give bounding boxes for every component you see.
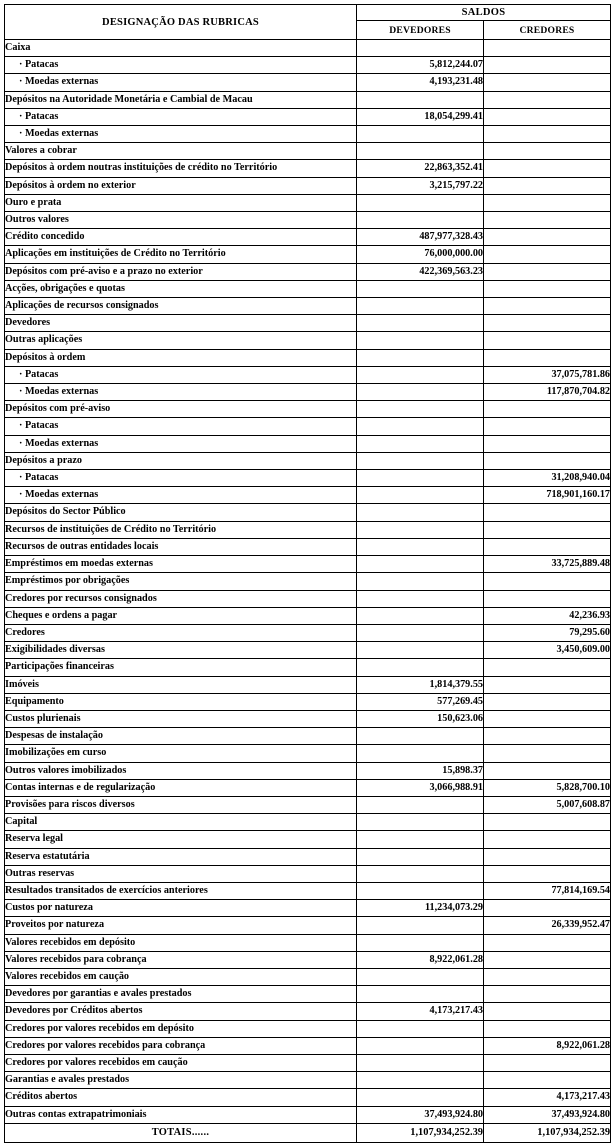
- row-label: Credores por valores recebidos para cobrança: [5, 1037, 357, 1054]
- row-credores: 77,814,169.54: [484, 882, 611, 899]
- table-body: [5, 40, 611, 1124]
- row-credores: [484, 745, 611, 762]
- row-credores: [484, 332, 611, 349]
- row-label: Ouro e prata: [5, 194, 357, 211]
- row-label: Cheques e ordens a pagar: [5, 607, 357, 624]
- row-label: Depósitos com pré-aviso: [5, 401, 357, 418]
- table-row: [5, 40, 611, 57]
- row-label: Capital: [5, 814, 357, 831]
- table-row: [5, 315, 611, 332]
- row-credores: 37,493,924.80: [484, 1106, 611, 1123]
- table-row: [5, 1003, 611, 1020]
- row-label: Proveitos por natureza: [5, 917, 357, 934]
- row-devedores: [357, 366, 484, 383]
- row-label: · Moedas externas: [5, 435, 357, 452]
- table-row: [5, 900, 611, 917]
- table-row: [5, 212, 611, 229]
- row-devedores: 4,193,231.48: [357, 74, 484, 91]
- table-row: [5, 556, 611, 573]
- row-credores: 4,173,217.43: [484, 1089, 611, 1106]
- row-devedores: [357, 452, 484, 469]
- row-devedores: [357, 728, 484, 745]
- row-devedores: [357, 573, 484, 590]
- row-devedores: 15,898.37: [357, 762, 484, 779]
- row-devedores: [357, 659, 484, 676]
- row-credores: [484, 57, 611, 74]
- table-row: [5, 194, 611, 211]
- row-devedores: 150,623.06: [357, 710, 484, 727]
- table-row: [5, 366, 611, 383]
- row-credores: [484, 160, 611, 177]
- row-label: · Moedas externas: [5, 487, 357, 504]
- table-row: [5, 590, 611, 607]
- row-devedores: 577,269.45: [357, 693, 484, 710]
- row-devedores: [357, 298, 484, 315]
- totals-row: [5, 1123, 611, 1142]
- row-credores: [484, 659, 611, 676]
- row-credores: [484, 177, 611, 194]
- row-credores: [484, 91, 611, 108]
- row-label: Outras aplicações: [5, 332, 357, 349]
- table-row: [5, 831, 611, 848]
- row-devedores: [357, 848, 484, 865]
- row-credores: [484, 900, 611, 917]
- table-row: [5, 108, 611, 125]
- row-devedores: [357, 538, 484, 555]
- row-devedores: [357, 384, 484, 401]
- row-devedores: 3,215,797.22: [357, 177, 484, 194]
- row-credores: [484, 246, 611, 263]
- row-devedores: 487,977,328.43: [357, 229, 484, 246]
- row-credores: [484, 315, 611, 332]
- row-label: · Patacas: [5, 108, 357, 125]
- row-label: Reserva legal: [5, 831, 357, 848]
- table-row: [5, 229, 611, 246]
- row-credores: 33,725,889.48: [484, 556, 611, 573]
- row-label: Depósitos na Autoridade Monetária e Cambial de Macau: [5, 91, 357, 108]
- row-credores: [484, 573, 611, 590]
- table-row: [5, 882, 611, 899]
- table-row: [5, 573, 611, 590]
- table-row: [5, 349, 611, 366]
- table-row: [5, 814, 611, 831]
- row-credores: [484, 194, 611, 211]
- row-devedores: [357, 882, 484, 899]
- row-devedores: [357, 831, 484, 848]
- row-credores: [484, 108, 611, 125]
- table-row: [5, 160, 611, 177]
- row-credores: [484, 521, 611, 538]
- row-devedores: [357, 504, 484, 521]
- table-row: [5, 280, 611, 297]
- row-label: Credores por valores recebidos em caução: [5, 1054, 357, 1071]
- balance-sheet-table: [4, 4, 611, 1143]
- row-devedores: [357, 917, 484, 934]
- row-label: Reserva estatutária: [5, 848, 357, 865]
- row-devedores: 11,234,073.29: [357, 900, 484, 917]
- row-label: Garantias e avales prestados: [5, 1072, 357, 1089]
- row-credores: [484, 452, 611, 469]
- row-label: Contas internas e de regularização: [5, 779, 357, 796]
- row-credores: [484, 1003, 611, 1020]
- row-devedores: [357, 212, 484, 229]
- table-row: [5, 1020, 611, 1037]
- row-label: Empréstimos por obrigações: [5, 573, 357, 590]
- table-row: [5, 676, 611, 693]
- row-devedores: [357, 745, 484, 762]
- row-label: Depósitos à ordem: [5, 349, 357, 366]
- row-devedores: [357, 126, 484, 143]
- row-credores: [484, 143, 611, 160]
- table-row: [5, 848, 611, 865]
- row-devedores: [357, 590, 484, 607]
- row-label: Acções, obrigações e quotas: [5, 280, 357, 297]
- row-label: · Moedas externas: [5, 126, 357, 143]
- row-credores: 42,236.93: [484, 607, 611, 624]
- row-label: Outras contas extrapatrimoniais: [5, 1106, 357, 1123]
- row-label: Depósitos com pré-aviso e a prazo no exterior: [5, 263, 357, 280]
- header-devedores: DEVEDORES: [357, 21, 484, 40]
- row-devedores: 4,173,217.43: [357, 1003, 484, 1020]
- row-label: Outros valores: [5, 212, 357, 229]
- row-label: Devedores por garantias e avales prestados: [5, 986, 357, 1003]
- header-row-top: [5, 5, 611, 21]
- table-row: [5, 126, 611, 143]
- row-devedores: [357, 91, 484, 108]
- row-credores: [484, 418, 611, 435]
- row-devedores: [357, 1072, 484, 1089]
- row-label: Depósitos a prazo: [5, 452, 357, 469]
- row-credores: [484, 126, 611, 143]
- row-devedores: [357, 418, 484, 435]
- row-credores: [484, 401, 611, 418]
- table-row: [5, 298, 611, 315]
- row-credores: [484, 504, 611, 521]
- row-credores: [484, 814, 611, 831]
- row-credores: [484, 349, 611, 366]
- table-row: [5, 968, 611, 985]
- row-label: Valores recebidos para cobrança: [5, 951, 357, 968]
- row-credores: [484, 728, 611, 745]
- row-label: Devedores por Créditos abertos: [5, 1003, 357, 1020]
- row-label: Recursos de outras entidades locais: [5, 538, 357, 555]
- table-row: [5, 143, 611, 160]
- table-row: [5, 779, 611, 796]
- row-credores: [484, 538, 611, 555]
- totals-label: TOTAIS......: [5, 1123, 357, 1142]
- row-credores: 8,922,061.28: [484, 1037, 611, 1054]
- row-credores: [484, 590, 611, 607]
- totals-credores: 1,107,934,252.39: [484, 1123, 611, 1142]
- table-row: [5, 1072, 611, 1089]
- row-label: Imobilizações em curso: [5, 745, 357, 762]
- table-row: [5, 693, 611, 710]
- row-label: Depósitos à ordem noutras instituições de crédito no Território: [5, 160, 357, 177]
- row-label: Crédito concedido: [5, 229, 357, 246]
- row-devedores: [357, 470, 484, 487]
- row-devedores: 37,493,924.80: [357, 1106, 484, 1123]
- row-label: · Patacas: [5, 366, 357, 383]
- table-row: [5, 487, 611, 504]
- row-label: Imóveis: [5, 676, 357, 693]
- row-devedores: [357, 607, 484, 624]
- table-row: [5, 624, 611, 641]
- row-credores: 26,339,952.47: [484, 917, 611, 934]
- row-devedores: [357, 986, 484, 1003]
- table-row: [5, 401, 611, 418]
- row-label: · Patacas: [5, 57, 357, 74]
- row-devedores: [357, 143, 484, 160]
- row-credores: [484, 1072, 611, 1089]
- table-row: [5, 538, 611, 555]
- row-label: · Moedas externas: [5, 74, 357, 91]
- row-label: Equipamento: [5, 693, 357, 710]
- table-footer: [5, 1123, 611, 1142]
- totals-devedores: 1,107,934,252.39: [357, 1123, 484, 1142]
- table-row: [5, 504, 611, 521]
- table-row: [5, 332, 611, 349]
- table-row: [5, 57, 611, 74]
- row-devedores: [357, 624, 484, 641]
- row-credores: [484, 693, 611, 710]
- row-devedores: 18,054,299.41: [357, 108, 484, 125]
- table-row: [5, 452, 611, 469]
- row-credores: 5,007,608.87: [484, 796, 611, 813]
- row-credores: [484, 710, 611, 727]
- row-devedores: [357, 40, 484, 57]
- table-row: [5, 796, 611, 813]
- row-label: Despesas de instalação: [5, 728, 357, 745]
- row-label: Depósitos à ordem no exterior: [5, 177, 357, 194]
- table-row: [5, 384, 611, 401]
- header-saldos: SALDOS: [357, 5, 611, 21]
- table-row: [5, 762, 611, 779]
- row-credores: [484, 1020, 611, 1037]
- table-row: [5, 865, 611, 882]
- row-credores: [484, 762, 611, 779]
- row-label: Outros valores imobilizados: [5, 762, 357, 779]
- row-label: Créditos abertos: [5, 1089, 357, 1106]
- row-devedores: [357, 487, 484, 504]
- table-row: [5, 470, 611, 487]
- table-row: [5, 177, 611, 194]
- row-label: Custos por natureza: [5, 900, 357, 917]
- row-label: Outras reservas: [5, 865, 357, 882]
- row-label: Recursos de instituições de Crédito no Território: [5, 521, 357, 538]
- row-label: Resultados transitados de exercícios anteriores: [5, 882, 357, 899]
- table-row: [5, 607, 611, 624]
- row-label: Caixa: [5, 40, 357, 57]
- row-credores: [484, 298, 611, 315]
- table-row: [5, 1106, 611, 1123]
- row-credores: [484, 263, 611, 280]
- row-devedores: [357, 349, 484, 366]
- table-row: [5, 91, 611, 108]
- table-row: [5, 1037, 611, 1054]
- row-label: Aplicações em instituições de Crédito no Território: [5, 246, 357, 263]
- row-credores: [484, 831, 611, 848]
- row-devedores: [357, 814, 484, 831]
- row-label: Provisões para riscos diversos: [5, 796, 357, 813]
- row-devedores: [357, 280, 484, 297]
- table-row: [5, 435, 611, 452]
- row-credores: [484, 212, 611, 229]
- table-row: [5, 1089, 611, 1106]
- row-devedores: [357, 1089, 484, 1106]
- row-label: · Patacas: [5, 470, 357, 487]
- row-credores: 117,870,704.82: [484, 384, 611, 401]
- table-row: [5, 521, 611, 538]
- row-devedores: [357, 934, 484, 951]
- row-label: · Moedas externas: [5, 384, 357, 401]
- row-credores: [484, 934, 611, 951]
- row-label: Participações financeiras: [5, 659, 357, 676]
- row-devedores: [357, 521, 484, 538]
- row-credores: [484, 951, 611, 968]
- row-credores: 3,450,609.00: [484, 642, 611, 659]
- row-devedores: 5,812,244.07: [357, 57, 484, 74]
- table-row: [5, 1054, 611, 1071]
- table-row: [5, 728, 611, 745]
- table-row: [5, 710, 611, 727]
- row-label: Credores por valores recebidos em depósito: [5, 1020, 357, 1037]
- row-credores: 37,075,781.86: [484, 366, 611, 383]
- table-row: [5, 934, 611, 951]
- row-credores: [484, 865, 611, 882]
- row-credores: [484, 986, 611, 1003]
- row-devedores: 22,863,352.41: [357, 160, 484, 177]
- row-devedores: [357, 968, 484, 985]
- row-credores: 31,208,940.04: [484, 470, 611, 487]
- row-credores: 79,295.60: [484, 624, 611, 641]
- table-row: [5, 745, 611, 762]
- row-devedores: 3,066,988.91: [357, 779, 484, 796]
- row-label: · Patacas: [5, 418, 357, 435]
- row-label: Depósitos do Sector Público: [5, 504, 357, 521]
- table-row: [5, 951, 611, 968]
- row-credores: [484, 968, 611, 985]
- header-credores: CREDORES: [484, 21, 611, 40]
- table-row: [5, 246, 611, 263]
- row-credores: [484, 40, 611, 57]
- row-devedores: [357, 332, 484, 349]
- row-credores: [484, 435, 611, 452]
- header-rubricas: DESIGNAÇÃO DAS RUBRICAS: [5, 5, 357, 40]
- row-label: Devedores: [5, 315, 357, 332]
- row-credores: [484, 74, 611, 91]
- table-row: [5, 74, 611, 91]
- row-label: Empréstimos em moedas externas: [5, 556, 357, 573]
- table-row: [5, 659, 611, 676]
- row-credores: 5,828,700.10: [484, 779, 611, 796]
- row-devedores: 76,000,000.00: [357, 246, 484, 263]
- row-devedores: 422,369,563.23: [357, 263, 484, 280]
- row-devedores: [357, 1020, 484, 1037]
- table-row: [5, 263, 611, 280]
- row-label: Valores recebidos em caução: [5, 968, 357, 985]
- row-devedores: [357, 1054, 484, 1071]
- row-devedores: [357, 796, 484, 813]
- row-credores: [484, 280, 611, 297]
- row-devedores: [357, 435, 484, 452]
- row-credores: [484, 229, 611, 246]
- row-label: Credores: [5, 624, 357, 641]
- row-credores: [484, 848, 611, 865]
- row-devedores: [357, 194, 484, 211]
- row-credores: [484, 1054, 611, 1071]
- row-label: Exigibilidades diversas: [5, 642, 357, 659]
- row-devedores: [357, 1037, 484, 1054]
- row-label: Aplicações de recursos consignados: [5, 298, 357, 315]
- row-devedores: [357, 642, 484, 659]
- row-devedores: [357, 556, 484, 573]
- table-row: [5, 418, 611, 435]
- row-devedores: [357, 865, 484, 882]
- table-header: [5, 5, 611, 40]
- row-devedores: [357, 315, 484, 332]
- row-devedores: 1,814,379.55: [357, 676, 484, 693]
- row-label: Credores por recursos consignados: [5, 590, 357, 607]
- row-credores: [484, 676, 611, 693]
- row-label: Custos plurienais: [5, 710, 357, 727]
- row-label: Valores a cobrar: [5, 143, 357, 160]
- row-devedores: 8,922,061.28: [357, 951, 484, 968]
- row-label: Valores recebidos em depósito: [5, 934, 357, 951]
- table-row: [5, 917, 611, 934]
- table-row: [5, 642, 611, 659]
- table-row: [5, 986, 611, 1003]
- row-credores: 718,901,160.17: [484, 487, 611, 504]
- row-devedores: [357, 401, 484, 418]
